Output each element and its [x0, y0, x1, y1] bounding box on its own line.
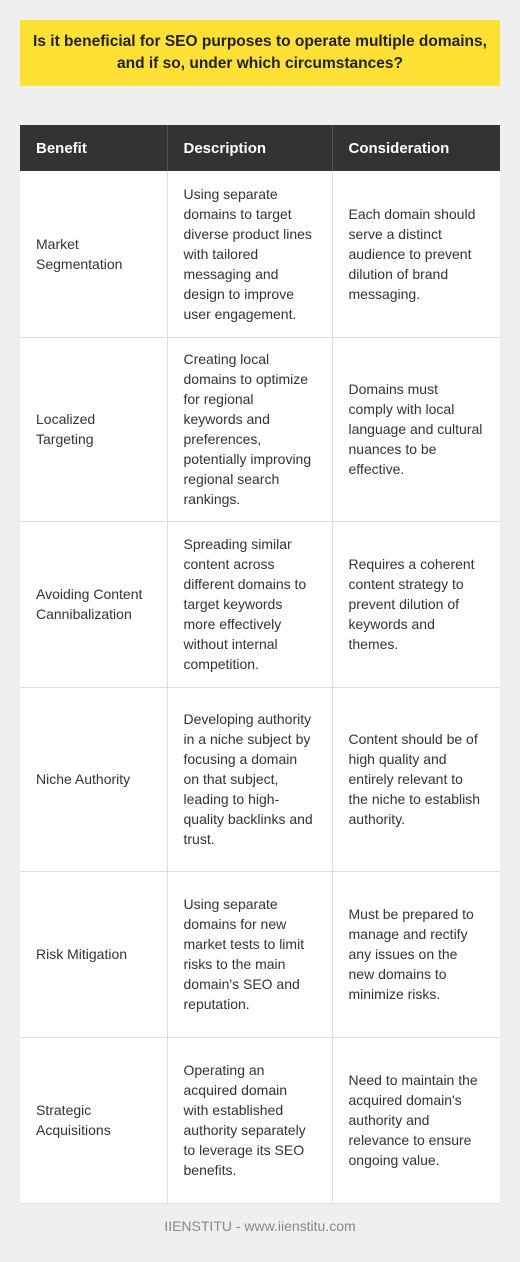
description-cell: Using separate domains to target diverse product lines with tailored messaging and design to improve user engagement.: [167, 171, 332, 337]
consideration-cell: Must be prepared to manage and rectify any issues on the new domains to minimize risks.: [332, 871, 500, 1037]
header-consideration: Consideration: [332, 125, 500, 171]
consideration-cell: Each domain should serve a distinct audience to prevent dilution of brand messaging.: [332, 171, 500, 337]
description-cell: Developing authority in a niche subject by focusing a domain on that subject, leading to high-quality backlinks and trust.: [167, 687, 332, 871]
description-cell: Spreading similar content across different domains to target keywords more effectively without internal competition.: [167, 521, 332, 687]
benefit-cell: Localized Targeting: [20, 337, 167, 521]
benefit-cell: Market Segmentation: [20, 171, 167, 337]
consideration-cell: Requires a coherent content strategy to prevent dilution of keywords and themes.: [332, 521, 500, 687]
header-description: Description: [167, 125, 332, 171]
table-header-row: [20, 125, 500, 171]
table-row: [20, 1037, 500, 1203]
benefit-cell: Risk Mitigation: [20, 871, 167, 1037]
table-row: [20, 687, 500, 871]
benefit-cell: Strategic Acquisitions: [20, 1037, 167, 1203]
consideration-cell: Content should be of high quality and entirely relevant to the niche to establish authority.: [332, 687, 500, 871]
benefit-cell: Niche Authority: [20, 687, 167, 871]
table-row: [20, 171, 500, 337]
table-row: [20, 871, 500, 1037]
description-cell: Operating an acquired domain with established authority separately to leverage its SEO benefits.: [167, 1037, 332, 1203]
benefits-table: [20, 125, 500, 1204]
title-banner: [20, 20, 500, 86]
description-cell: Creating local domains to optimize for regional keywords and preferences, potentially improving regional search rankings.: [167, 337, 332, 521]
footer-credit: IIENSTITU - www.iienstitu.com: [164, 1218, 356, 1234]
page-title: Is it beneficial for SEO purposes to operate multiple domains, and if so, under which circumstances?: [33, 33, 487, 72]
table-row: [20, 337, 500, 521]
description-cell: Using separate domains for new market tests to limit risks to the main domain's SEO and reputation.: [167, 871, 332, 1037]
consideration-cell: Domains must comply with local language and cultural nuances to be effective.: [332, 337, 500, 521]
consideration-cell: Need to maintain the acquired domain's authority and relevance to ensure ongoing value.: [332, 1037, 500, 1203]
header-benefit: Benefit: [20, 125, 167, 171]
benefit-cell: Avoiding Content Cannibalization: [20, 521, 167, 687]
table-row: [20, 521, 500, 687]
